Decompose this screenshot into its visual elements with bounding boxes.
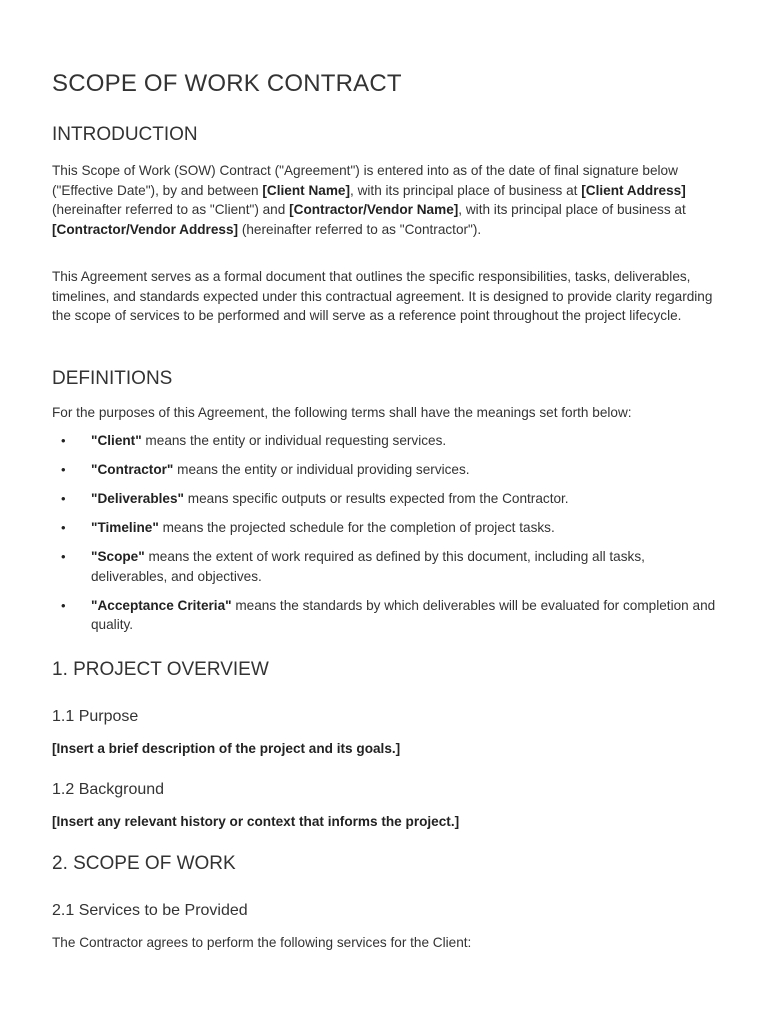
definition-text: means the projected schedule for the completion of project tasks. [158,520,555,536]
background-placeholder: [Insert any relevant history or context that informs the project.] [52,814,460,829]
definition-text: means specific outputs or results expected from the Contractor. [184,491,569,507]
scope-of-work-heading: 2. SCOPE OF WORK [52,853,236,874]
contractor-address-placeholder: [Contractor/Vendor Address] [52,221,239,237]
bullet-icon: • [61,462,66,478]
definition-term: "Contractor" [91,462,174,478]
client-name-placeholder: [Client Name] [262,182,351,198]
introduction-heading: INTRODUCTION [52,124,198,145]
introduction-paragraph-1 [52,161,724,239]
definition-item-deliverables [52,489,724,509]
bullet-icon: • [61,520,66,536]
intro-text-5: (hereinafter referred to as "Contractor"). [238,221,482,237]
definition-item-client [52,431,724,451]
bullet-icon: • [61,491,66,507]
services-heading: 2.1 Services to be Provided [52,902,248,919]
definition-term: "Scope" [91,549,145,565]
document-title: SCOPE OF WORK CONTRACT [52,70,402,97]
definition-term: "Timeline" [91,520,159,536]
intro-text-3: (hereinafter referred to as "Client") and [52,202,290,217]
bullet-icon: • [61,597,66,613]
bullet-icon: • [61,433,66,448]
definition-term: "Deliverables" [91,491,184,507]
definitions-list [52,431,724,645]
definition-item-timeline [52,518,724,538]
definition-term: "Client" [91,433,142,448]
definition-item-contractor [52,460,724,480]
purpose-heading: 1.1 Purpose [52,708,139,725]
definitions-intro: For the purposes of this Agreement, the following terms shall have the meanings set forth below: [52,405,632,420]
definition-item-acceptance-criteria [52,596,724,635]
purpose-placeholder: [Insert a brief description of the project and its goals.] [52,741,401,756]
definition-term: "Acceptance Criteria" [91,597,232,613]
introduction-paragraph-2: This Agreement serves as a formal document that outlines the specific responsibilities, tasks, deliverables, timelines, and standards expected under this contractual agreement. It is designed to provide clarity regarding the scope of services to be performed and will serve as a reference point throughout the project lifecycle. [52,269,713,323]
services-intro: The Contractor agrees to perform the following services for the Client: [52,935,472,950]
definitions-heading: DEFINITIONS [52,368,173,389]
client-address-placeholder: [Client Address] [581,182,686,198]
intro-text-1: This Scope of Work (SOW) Contract ("Agreement") is entered into as of the date of final signature below ("Effective Date"), by and between [52,163,678,198]
project-overview-heading: 1. PROJECT OVERVIEW [52,659,269,680]
definition-text: means the entity or individual requesting services. [141,433,447,448]
definition-text: means the extent of work required as defined by this document, including all tasks, deliverables, and objectives. [91,549,645,584]
definition-text: means the entity or individual providing services. [173,462,470,478]
background-heading: 1.2 Background [52,781,165,798]
definition-text: means the standards by which deliverables will be evaluated for completion and quality. [91,597,716,633]
intro-text-2: , with its principal place of business at [350,182,582,198]
definition-item-scope [52,547,724,586]
contractor-name-placeholder: [Contractor/Vendor Name] [289,202,459,217]
bullet-icon: • [61,549,66,565]
intro-text-4: , with its principal place of business at [458,202,686,217]
